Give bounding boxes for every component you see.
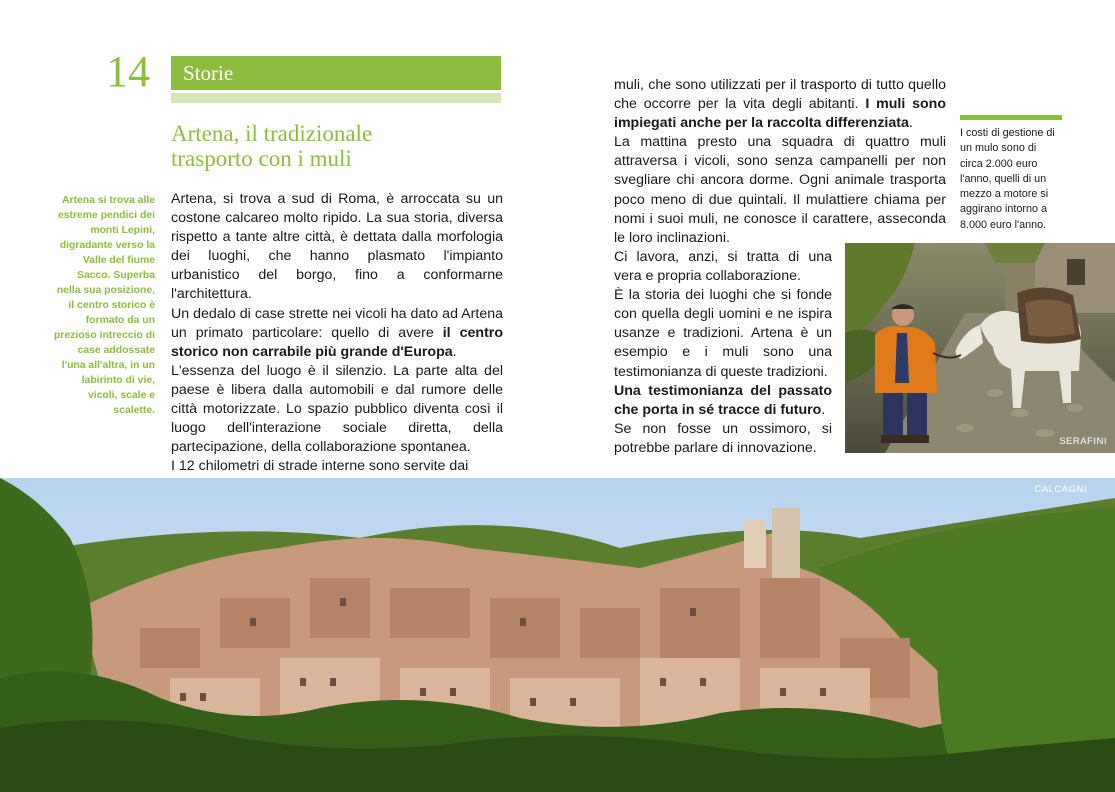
village-photo-credit: CALCAGNI: [1034, 484, 1087, 495]
article-title-line1: Artena, il tradizionale: [171, 121, 373, 146]
sidebar-note: Artena si trova alle estreme pendici dei monti Lepini, digradante verso la Valle del fiume Sacco. Superba nella sua posizione, il centro storico è formato da un prezioso intreccio di case addossate l'una all'altra, in un labirinto di vie, vicoli, scale e scalette.: [53, 195, 155, 416]
mule-photo-credit: SERAFINI: [1059, 436, 1107, 447]
body-column-right: [614, 76, 946, 248]
paragraph: La mattina presto una squadra di quattro muli attraversa i vicoli, sono senza campanelli per non svegliare chi ancora dorme. Ogni animale trasporta poco meno di due quintali. Il mulattiere chiama per nomi i suoi muli, ne conosce il carattere, asseconda le loro inclinazioni.: [614, 134, 946, 246]
mule-photo: [845, 243, 1115, 453]
cost-box-note: I costi di gestione di un mulo sono di circa 2.000 euro l'anno, quelli di un mezzo a motore si aggirano intorno a 8.000 euro l'anno.: [960, 115, 1062, 233]
article-title-line2: trasporto con i muli: [171, 146, 352, 171]
paragraph: Un dedalo di case strette nei vicoli ha dato ad Artena un primato particolare: quello di avere il centro storico non carrabile più grande d'Europa.: [171, 305, 503, 360]
article-title: [171, 121, 501, 171]
page-number: 14: [106, 47, 150, 96]
paragraph: Ci lavora, anzi, si tratta di una vera e propria collaborazione.: [614, 249, 832, 285]
paragraph: Una testimonianza del passato che porta in sé tracce di futuro.: [614, 382, 832, 418]
paragraph: Se non fosse un ossimoro, si potrebbe parlare di innovazione.: [614, 420, 832, 456]
paragraph: L'essenza del luogo è il silenzio. La parte alta del paese è libera dalla automobili e dal rumore delle città motorizzate. Lo spazio pubblico diventa così il luogo dell'interazione sociale diretta, della partecipazione, della collaborazione spontanea.: [171, 362, 503, 456]
paragraph: I 12 chilometri di strade interne sono servite dai: [171, 458, 469, 475]
body-column-right-narrow: [614, 248, 832, 458]
paragraph: muli, che sono utilizzati per il trasporto di tutto quello che occorre per la vita degli abitanti. I muli sono impiegati anche per la raccolta differenziata.: [614, 77, 946, 132]
paragraph: Artena, si trova a sud di Roma, è arroccata su un costone calcareo molto ripido. La sua storia, diversa rispetto a tante altre città, è dettata dalla morfologia dei luoghi, che hanno plasmato l'impianto urbanistico del borgo, fino a conformarne l'architettura.: [171, 191, 503, 303]
body-column-left: [171, 190, 503, 476]
village-photo: [0, 478, 1115, 792]
section-label: Storie: [171, 56, 501, 90]
paragraph: È la storia dei luoghi che si fonde con quella degli uomini e ne ispira usanze e tradizioni. Artena è un esempio e i muli sono una testimonianza di queste tradizioni.: [614, 287, 832, 380]
section-underbar: [171, 93, 501, 103]
